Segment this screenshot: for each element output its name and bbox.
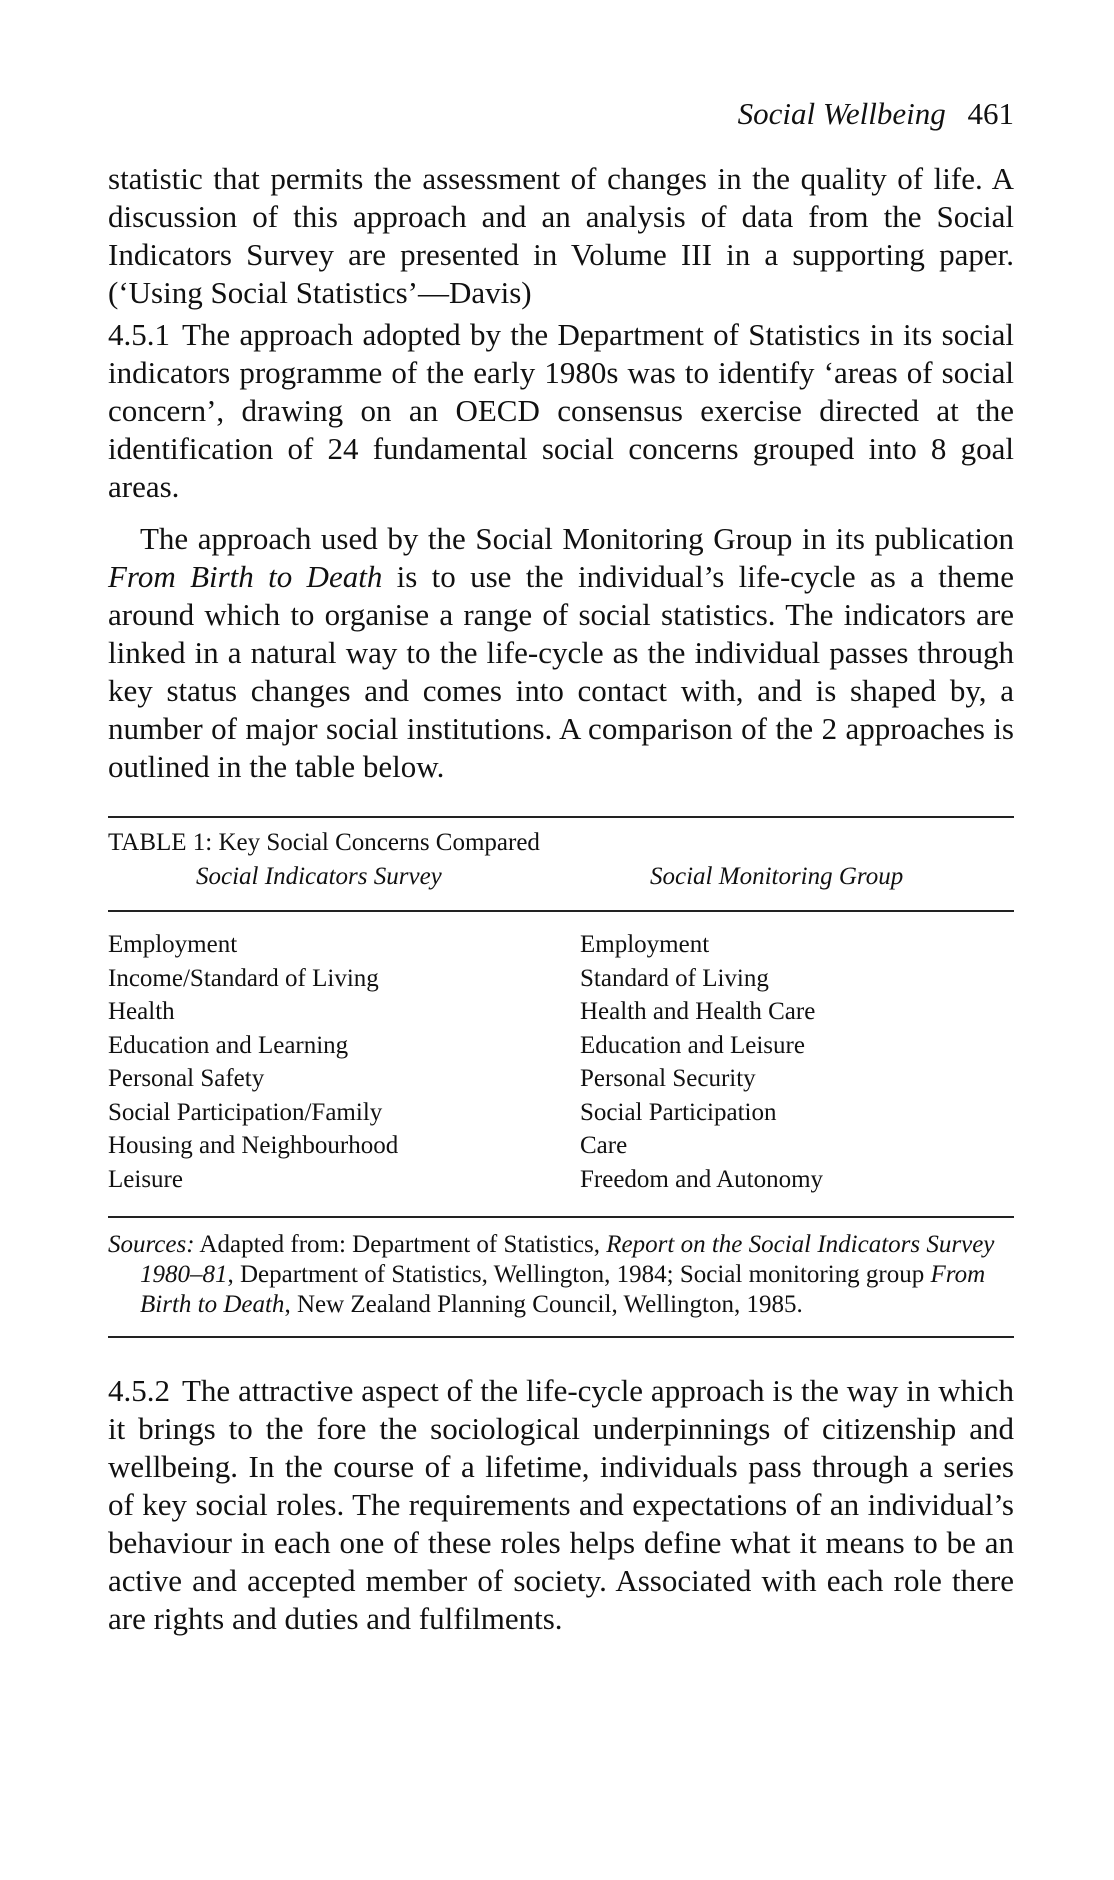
column-header-social-indicators: Social Indicators Survey [196, 863, 442, 890]
table-sources [108, 1230, 1014, 1320]
sources-book-title: From Birth to Death [140, 1261, 986, 1318]
section-number: 4.5.2 [108, 1373, 170, 1408]
table-cell: Education and Learning [108, 1031, 349, 1059]
table-cell: Freedom and Autonomy [580, 1165, 824, 1193]
table-top-rule [108, 816, 1014, 818]
column-header-social-monitoring: Social Monitoring Group [650, 863, 904, 890]
paragraph-life-cycle [108, 520, 1014, 786]
sources-text: , Department of Statistics, Wellington, 1984; Social monitoring group [227, 1261, 931, 1288]
table-cell: Social Participation/Family [108, 1098, 383, 1126]
table-column-1 [108, 928, 580, 1196]
paragraph-text-after: is to use the individual’s life-cycle as a theme around which to organise a range of social statistics. The indicators are linked in a natural way to the life-cycle as the individual passes through key status changes and comes into contact with, and is shaped by, a number of major social institutions. A comparison of the 2 approaches is outlined in the table below. [108, 559, 1014, 784]
running-head [738, 96, 1014, 132]
table-cell: Standard of Living [580, 964, 769, 992]
table-cell: Care [580, 1132, 628, 1159]
table-column-headers [108, 862, 1014, 892]
table-cell: Education and Leisure [580, 1031, 805, 1059]
sources-report-title: Report on the Social Indicators Survey 1980–81 [140, 1231, 995, 1288]
table-bottom-rule [108, 1216, 1014, 1218]
table-cell: Health [108, 998, 175, 1025]
running-head-title: Social Wellbeing [737, 96, 946, 131]
table-header-rule [108, 910, 1014, 912]
table-1 [108, 816, 1014, 1338]
paragraph-text-before: The approach used by the Social Monitoring Group in its publication [140, 521, 1014, 556]
table-title: TABLE 1: Key Social Concerns Compared [108, 829, 540, 856]
section-text: The approach adopted by the Department of Statistics in its social indicators programme of the early 1980s was to identify ‘areas of social concern’, drawing on an OECD consensus exercise directed at the identification of 24 fundamental social concerns grouped into 8 goal areas. [108, 317, 1014, 504]
sources-text: , New Zealand Planning Council, Wellington, 1985. [284, 1291, 803, 1318]
table-cell: Employment [108, 931, 238, 958]
table-cell: Health and Health Care [580, 998, 816, 1025]
sources-text: Adapted from: Department of Statistics, [194, 1231, 607, 1258]
book-title: From Birth to Death [108, 559, 383, 594]
section-number: 4.5.1 [108, 317, 170, 352]
section-4-5-1 [108, 316, 1014, 506]
table-body [108, 928, 1014, 1196]
paragraph-continuation [108, 160, 1014, 312]
table-column-2 [580, 928, 823, 1196]
table-cell: Personal Security [580, 1065, 756, 1092]
sources-label: Sources: [108, 1231, 195, 1258]
table-cell: Personal Safety [108, 1065, 265, 1092]
table-cell: Employment [580, 931, 710, 958]
table-cell: Housing and Neighbourhood [108, 1132, 399, 1159]
sources-bottom-rule [108, 1336, 1014, 1338]
section-text: The attractive aspect of the life-cycle approach is the way in which it brings to the fore the sociological underpinnings of citizenship and wellbeing. In the course of a lifetime, individuals pass through a series of key social roles. The requirements and expectations of an individual’s behaviour in each one of these roles helps define what it means to be an active and accepted member of society. Associated with each role there are rights and duties and fulfilments. [108, 1373, 1014, 1636]
table-cell: Leisure [108, 1165, 183, 1193]
table-cell: Social Participation [580, 1098, 777, 1126]
paragraph-text: statistic that permits the assessment of changes in the quality of life. A discussion of this approach and an analysis of data from the Social Indicators Survey are presented in Volume III in a supporting paper. (‘Using Social Statistics’—Davis) [108, 161, 1014, 310]
section-4-5-2 [108, 1372, 1014, 1638]
table-cell: Income/Standard of Living [108, 964, 379, 992]
page-number: 461 [967, 96, 1014, 131]
body-text [108, 160, 1014, 1638]
